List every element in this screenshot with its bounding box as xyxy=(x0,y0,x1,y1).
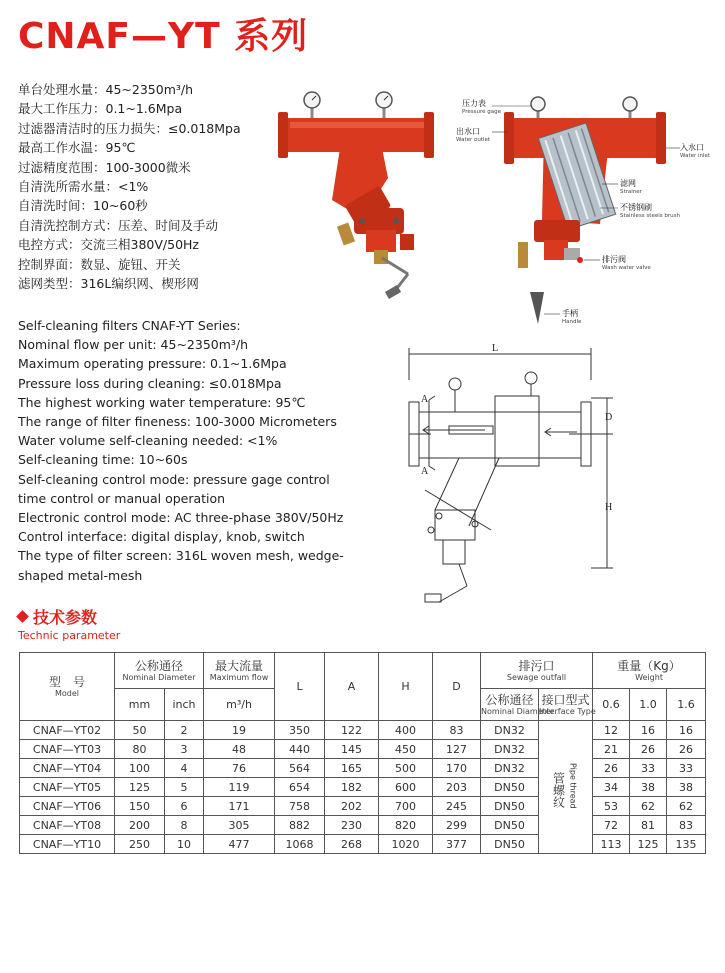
spec-cn-item: 自清洗时间：10~60秒 xyxy=(18,198,148,214)
col-sewage: 排污口 Sewage outfall xyxy=(481,653,593,689)
col-model: 型 号 Model xyxy=(20,653,115,721)
spec-en-item: Self-cleaning filters CNAF-YT Series: xyxy=(18,318,241,333)
spec-cn-item: 电控方式：交流三相380V/50Hz xyxy=(18,237,199,253)
label-strainer: 滤网 Strainer xyxy=(620,179,642,195)
unit-flow: m³/h xyxy=(204,689,275,721)
spec-en-item: The type of filter screen: 316L woven mesh, wedge- xyxy=(18,548,344,564)
handle-icon xyxy=(530,292,544,324)
spec-en-item: Water volume self-cleaning needed: <1% xyxy=(18,433,278,449)
table-row: CNAF—YT03 80 3 48 440 145 450 127 DN32 21 26 26 xyxy=(20,740,706,759)
interface-type-cell: 管螺纹 Pipe thread xyxy=(539,721,593,854)
spec-en-item: Nominal flow per unit: 45~2350m³/h xyxy=(18,337,249,353)
unit-inch: inch xyxy=(165,689,204,721)
pressure-gauge-icon xyxy=(531,97,545,120)
parameter-table xyxy=(19,652,706,854)
spec-cn-item: 过滤器清洁时的压力损失：≤0.018Mpa xyxy=(18,120,241,136)
label-handle: 手柄 Handle xyxy=(562,309,582,325)
spec-cn-item: 控制界面：数显、旋钮、开关 xyxy=(18,256,181,272)
table-header-row xyxy=(20,653,706,689)
dimension-drawing xyxy=(395,340,625,608)
section-title xyxy=(18,605,120,642)
specs-en-list xyxy=(18,316,348,585)
filter-photo-illustration xyxy=(270,88,450,310)
col-w16: 1.6 xyxy=(667,689,706,721)
diamond-bullet-icon xyxy=(16,610,29,623)
unit-mm: mm xyxy=(115,689,165,721)
col-D: D xyxy=(433,653,481,721)
spec-en-item: Pressure loss during cleaning: ≤0.018Mpa xyxy=(18,375,282,391)
spec-en-item: The highest working water temperature: 95℃ xyxy=(18,394,306,410)
spec-en-item: Electronic control mode: AC three-phase 380V/50Hz xyxy=(18,510,344,526)
page-title: CNAF—YT 系列 xyxy=(18,16,309,57)
col-flow: 最大流量 Maximum flow xyxy=(204,653,275,689)
table-row: CNAF—YT05 125 5 119 654 182 600 203 DN50 34 38 38 xyxy=(20,778,706,797)
dim-L-label: L xyxy=(491,343,499,354)
spec-cn-item: 滤网类型：316L编织网、楔形网 xyxy=(18,276,199,292)
table-row: CNAF—YT02 50 2 19 350 122 400 83 DN32 管螺纹 Pipe thread 12 16 16 xyxy=(20,721,706,740)
spec-cn-item: 自清洗控制方式：压差、时间及手动 xyxy=(18,217,219,233)
dim-H-label: H xyxy=(605,502,613,513)
table-row: CNAF—YT08 200 8 305 882 230 820 299 DN50 72 81 83 xyxy=(20,816,706,835)
pressure-gauge-icon xyxy=(376,92,392,120)
col-nominal: 公称通径 Nominal Diameter xyxy=(115,653,204,689)
col-A: A xyxy=(325,653,379,721)
section-title-en: Technic parameter xyxy=(18,629,121,642)
label-wash-valve: 排污阀 Wash water valve xyxy=(602,255,651,271)
table-row: CNAF—YT10 250 10 477 1068 268 1020 377 DN50 113 125 135 xyxy=(20,835,706,854)
spec-cn-item: 单台处理水量：45~2350m³/h xyxy=(18,82,194,97)
dim-A-label-bottom: A xyxy=(421,466,429,477)
spec-en-item: Self-cleaning control mode: pressure gage control xyxy=(18,471,330,487)
pressure-gauge-icon xyxy=(623,97,637,120)
col-w06: 0.6 xyxy=(593,689,630,721)
col-sewage-nominal: 公称通径 Nominal Diameter xyxy=(481,689,539,721)
spec-en-item: Self-cleaning time: 10~60s xyxy=(18,452,188,468)
spec-en-item: Maximum operating pressure: 0.1~1.6Mpa xyxy=(18,356,287,372)
dim-A-label-top: A xyxy=(421,394,429,405)
col-interface: 接口型式 Interface Type xyxy=(539,689,593,721)
label-water-inlet: 入水口 Water inlet xyxy=(680,143,711,159)
spec-en-item: shaped metal-mesh xyxy=(18,567,143,583)
col-w10: 1.0 xyxy=(630,689,667,721)
spec-cn-item: 过滤精度范围：100-3000微米 xyxy=(18,159,191,175)
spec-en-item: The range of filter fineness: 100-3000 Micrometers xyxy=(18,414,337,430)
col-weight: 重量（Kg） Weight xyxy=(593,653,706,689)
col-H: H xyxy=(379,653,433,721)
table-row: CNAF—YT04 100 4 76 564 165 500 170 DN32 26 33 33 xyxy=(20,759,706,778)
spec-cn-item: 最大工作压力：0.1~1.6Mpa xyxy=(18,101,183,117)
section-title-cn: 技术参数 xyxy=(33,608,98,627)
spec-cn-item: 自清洗所需水量：<1% xyxy=(18,179,149,195)
spec-en-item: time control or manual operation xyxy=(18,490,226,506)
label-brush: 不锈钢刷 Stainless steels brush xyxy=(620,203,680,219)
table-row: CNAF—YT06 150 6 171 758 202 700 245 DN50 53 62 62 xyxy=(20,797,706,816)
pressure-gauge-icon xyxy=(304,92,320,120)
spec-en-item: Control interface: digital display, knob, switch xyxy=(18,529,305,545)
specs-cn-list xyxy=(18,80,241,293)
spec-cn-item: 最高工作水温：95℃ xyxy=(18,140,136,156)
dim-D-label: D xyxy=(605,412,613,423)
col-L: L xyxy=(275,653,325,721)
label-water-outlet: 出水口 Water outlet xyxy=(456,127,491,143)
label-pressure-gage: 压力表 Pressure gage xyxy=(462,99,501,115)
